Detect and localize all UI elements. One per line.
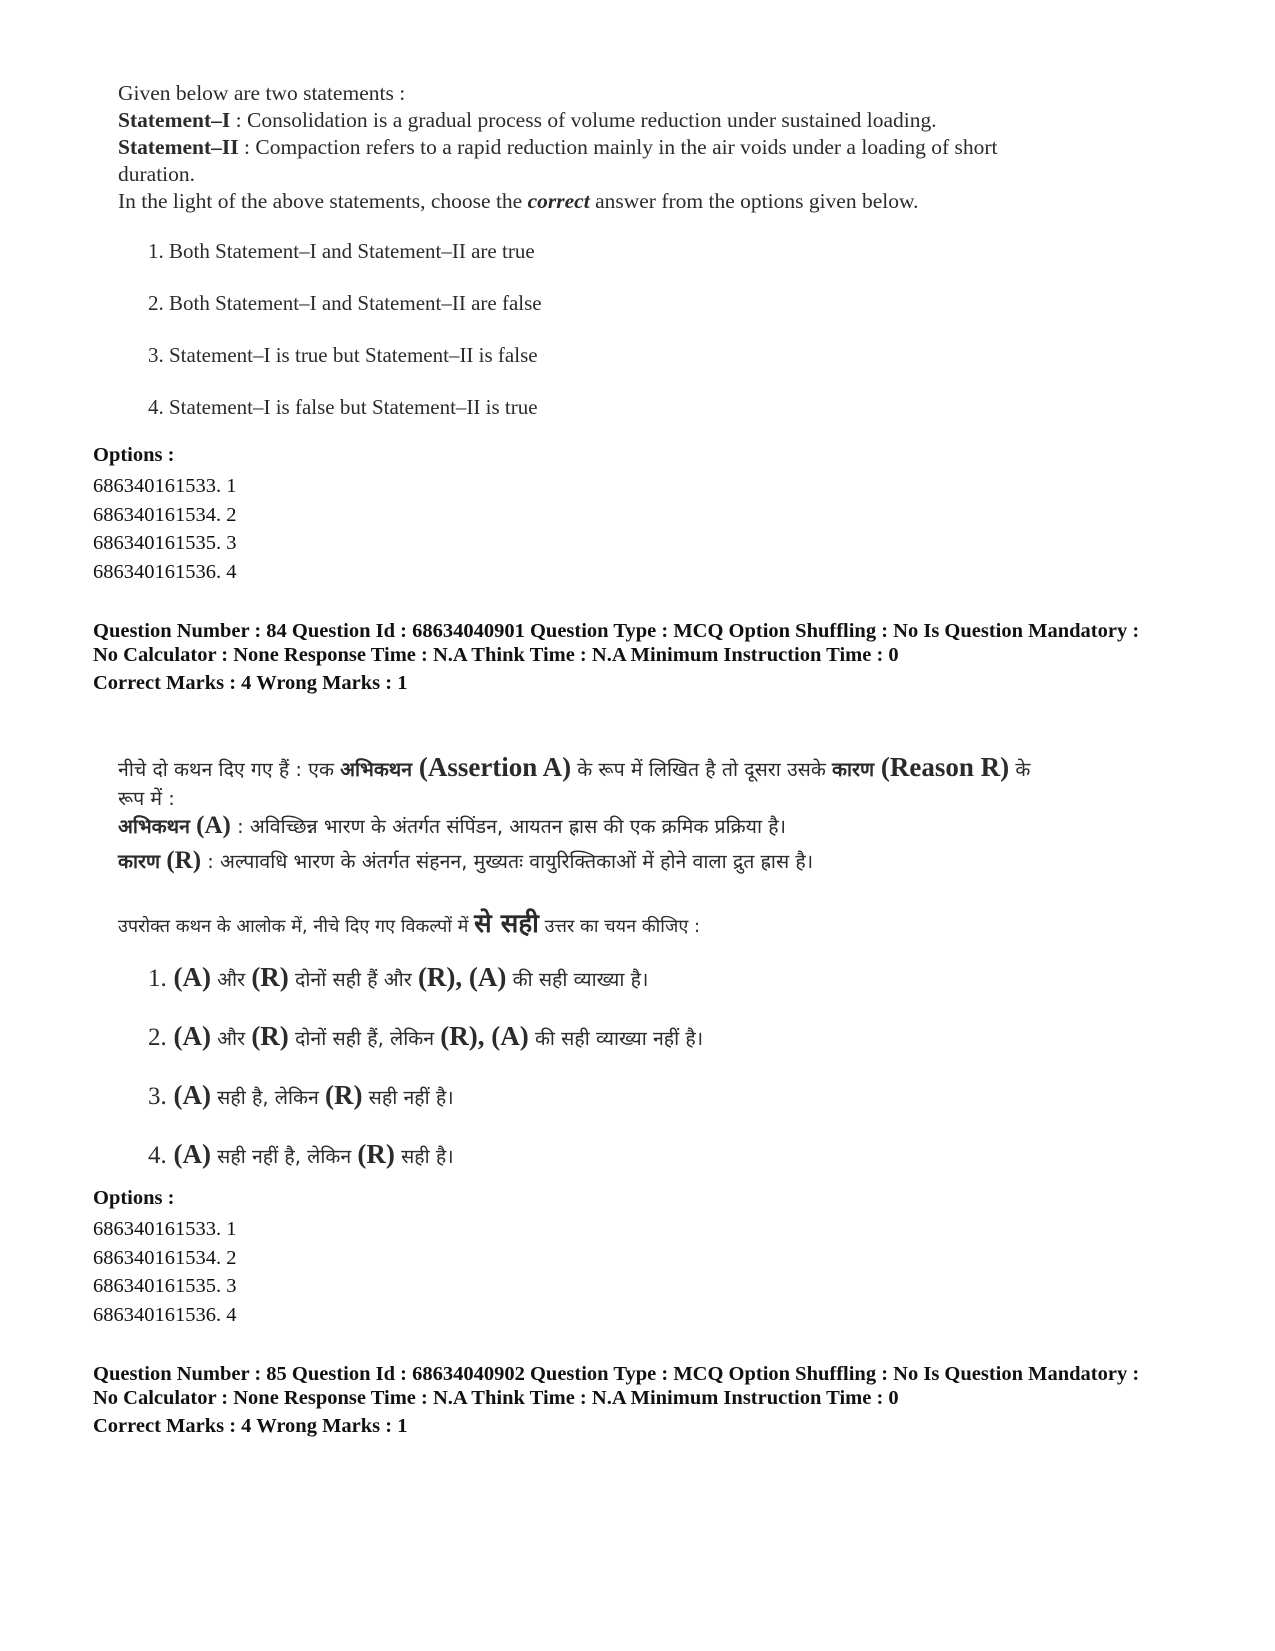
statement-2	[118, 134, 1238, 161]
options-label-2: Options :	[93, 1187, 175, 1209]
option-id: 686340161536. 4	[93, 560, 237, 583]
option-id: 686340161534. 2	[93, 503, 237, 526]
option-id: 686340161536. 4	[93, 1303, 237, 1326]
reason-line: कारण (R) : अल्पावधि भारण के अंतर्गत संहनन, मुख्यतः वायुरिक्तिकाओं में होने वाला द्रुत ह्रास है।	[118, 847, 814, 874]
question-intro: Given below are two statements :	[118, 81, 406, 105]
hindi-choice-2: 2. (A) और (R) दोनों सही हैं, लेकिन (R), (A) की सही व्याख्या नहीं है।	[148, 1021, 704, 1051]
option-id: 686340161533. 1	[93, 1218, 237, 1240]
choice-2: 2. Both Statement–I and Statement–II are false	[148, 291, 542, 315]
choice-4: 4. Statement–I is false but Statement–II is true	[148, 395, 538, 419]
statement-1-label: Statement–I	[118, 108, 231, 132]
statement-2-text: : Compaction refers to a rapid reduction mainly in the air voids under a loading of short	[238, 135, 998, 159]
assertion-line: अभिकथन (A) : अविच्छिन्न भारण के अंतर्गत संपिंडन, आयतन ह्रास की एक क्रमिक प्रक्रिया है।	[118, 812, 786, 839]
statement-1	[118, 107, 1238, 134]
question-image-english	[118, 80, 1238, 419]
question-meta-85: Question Number : 85 Question Id : 68634040902 Question Type : MCQ Option Shuffling : No Is Question Mandatory : No Calculator : None Response Time : N.A Think Time : N.A Minimum Instruction Time : 0 Correct Marks : 4 Wrong Marks : 1	[93, 1363, 1140, 1437]
hindi-choice-1: 1. (A) और (R) दोनों सही हैं और (R), (A) की सही व्याख्या है।	[148, 962, 649, 992]
question-instruction: In the light of the above statements, choose the correct answer from the options given below.	[118, 189, 919, 213]
option-id: 686340161534. 2	[93, 1246, 237, 1269]
options-label: Options :	[93, 444, 175, 466]
choice-1: 1. Both Statement–I and Statement–II are true	[148, 239, 535, 263]
emphasis-correct: correct	[527, 189, 590, 213]
statement-2-label: Statement–II	[118, 135, 239, 159]
options-list	[93, 472, 237, 586]
choice-3: 3. Statement–I is true but Statement–II is false	[148, 343, 538, 367]
options-list-2	[93, 1215, 237, 1329]
hindi-line-1: नीचे दो कथन दिए गए हैं : एक अभिकथन (Assertion A) के रूप में लिखित है तो दूसरा उसके कारण (Reason R) के	[118, 752, 1031, 782]
question-meta-84: Question Number : 84 Question Id : 68634040901 Question Type : MCQ Option Shuffling : No Is Question Mandatory : No Calculator : None Response Time : N.A Think Time : N.A Minimum Instruction Time : 0 Correct Marks : 4 Wrong Marks : 1	[93, 620, 1140, 694]
option-id: 686340161535. 3	[93, 532, 237, 554]
option-id: 686340161535. 3	[93, 1275, 237, 1297]
statement-2-continuation: duration.	[118, 162, 196, 186]
hindi-choice-3: 3. (A) सही है, लेकिन (R) सही नहीं है।	[148, 1080, 454, 1110]
hindi-instruction: उपरोक्त कथन के आलोक में, नीचे दिए गए विकल्पों में से सही उत्तर का चयन कीजिए :	[118, 909, 701, 939]
hindi-line-2: रूप में :	[118, 787, 175, 810]
statement-1-text: : Consolidation is a gradual process of volume reduction under sustained loading.	[230, 108, 937, 132]
option-id: 686340161533. 1	[93, 475, 237, 497]
hindi-choice-4: 4. (A) सही नहीं है, लेकिन (R) सही है।	[148, 1139, 454, 1169]
